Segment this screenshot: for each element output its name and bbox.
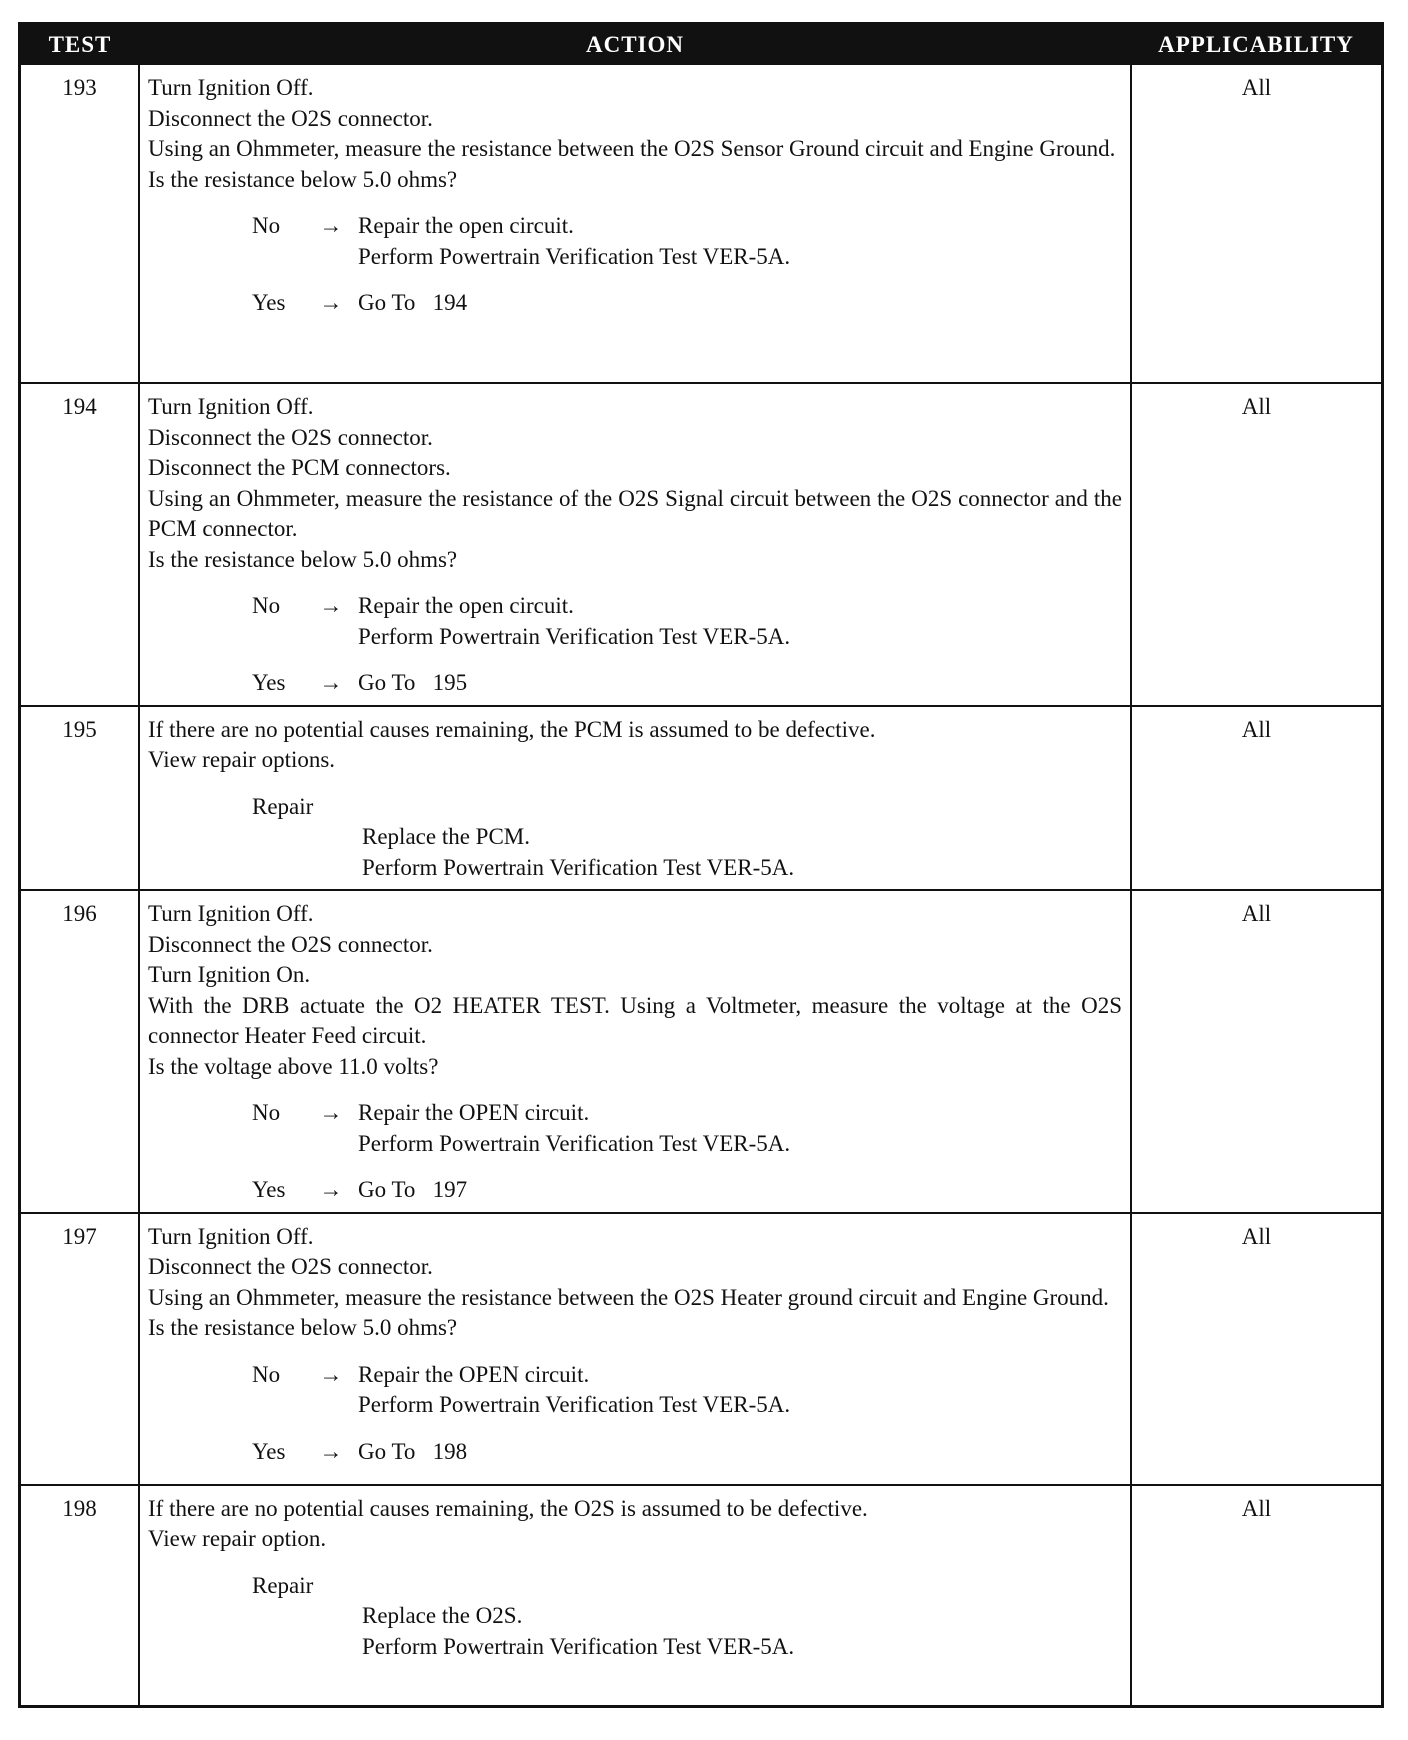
goto-link: Go To 198 [358,1438,468,1464]
action-step: Turn Ignition Off. [148,75,314,100]
table-row [21,706,1381,891]
arrow-right-icon: → [319,1361,343,1387]
no-result-line: Repair the open circuit. [358,213,574,238]
no-result-line: Repair the open circuit. [358,593,574,618]
action-step: Disconnect the PCM connectors. [148,455,451,480]
repair-step: Replace the PCM. [362,824,530,849]
no-result-line: Perform Powertrain Verification Test VER-5A. [358,1130,791,1156]
repair-label: Repair [252,793,314,819]
no-result [358,1360,1122,1421]
action-cell [139,383,1131,706]
no-result [358,591,1122,652]
action-step: Is the voltage above 11.0 volts? [148,1053,439,1079]
action-step: Turn Ignition Off. [148,394,314,419]
diagnostic-table-frame [18,22,1384,1708]
yes-label: Yes [252,670,286,695]
no-branch [148,1360,1122,1421]
no-label: No [252,213,281,238]
yes-branch [148,1437,1122,1468]
goto-link: Go To 194 [358,290,468,315]
applicability-value: All [1131,1485,1381,1706]
no-branch [148,211,1122,272]
action-step: Turn Ignition On. [148,962,311,987]
arrow-right-icon: → [319,1438,343,1464]
arrow-right-icon: → [319,290,343,315]
action-step: If there are no potential causes remaining, the PCM is assumed to be defective. [148,716,876,742]
test-number: 197 [21,1213,139,1485]
header-applicability: APPLICABILITY [1131,25,1381,65]
table-row [21,1213,1381,1485]
applicability-value: All [1131,1213,1381,1485]
action-step: Is the resistance below 5.0 ohms? [148,166,458,192]
no-result-line: Perform Powertrain Verification Test VER-5A. [358,1392,791,1417]
no-branch [148,1098,1122,1159]
goto-link: Go To 197 [358,1177,468,1202]
table-row [21,890,1381,1213]
no-result [358,1098,1122,1159]
action-cell [139,706,1131,891]
action-step: Using an Ohmmeter, measure the resistance of the O2S Signal circuit between the O2S connector and the PCM connector. [148,485,1122,541]
goto-link: Go To 195 [358,670,468,695]
repair-step: Replace the O2S. [362,1603,523,1628]
applicability-value: All [1131,65,1381,383]
table-row [21,383,1381,706]
table-row [21,1485,1381,1706]
applicability-value: All [1131,890,1381,1213]
yes-branch [148,288,1122,319]
test-number: 198 [21,1485,139,1706]
no-result-line: Perform Powertrain Verification Test VER-5A. [358,623,791,649]
action-step: Turn Ignition Off. [148,901,314,926]
action-cell [139,890,1131,1213]
action-step: Using an Ohmmeter, measure the resistance between the O2S Sensor Ground circuit and Engine Ground. [148,136,1116,161]
arrow-right-icon: → [319,213,343,238]
header-test: TEST [21,25,139,65]
arrow-right-icon: → [319,1177,343,1202]
repair-label: Repair [252,1572,314,1598]
no-result-line: Repair the OPEN circuit. [358,1361,590,1387]
action-step: If there are no potential causes remaining, the O2S is assumed to be defective. [148,1495,868,1521]
table-body [21,65,1381,1705]
action-step: Using an Ohmmeter, measure the resistance between the O2S Heater ground circuit and Engine Ground. [148,1284,1109,1310]
yes-label: Yes [252,1177,286,1202]
action-step: Is the resistance below 5.0 ohms? [148,1315,458,1340]
no-result [358,211,1122,272]
action-step: View repair option. [148,1526,327,1551]
action-cell [139,1485,1131,1706]
header-action: ACTION [139,25,1131,65]
arrow-right-icon: → [319,1100,343,1125]
test-number: 194 [21,383,139,706]
yes-branch [148,668,1122,699]
action-step: Turn Ignition Off. [148,1223,314,1249]
arrow-right-icon: → [319,670,343,695]
no-branch [148,591,1122,652]
yes-label: Yes [252,290,286,315]
action-step: Disconnect the O2S connector. [148,1254,433,1279]
action-cell [139,65,1131,383]
action-step: With the DRB actuate the O2 HEATER TEST. Using a Voltmeter, measure the voltage at the O2S connector Heater Feed circuit. [148,992,1122,1048]
table-row [21,65,1381,383]
yes-label: Yes [252,1438,286,1464]
test-number: 193 [21,65,139,383]
diagnostic-table [21,25,1381,1705]
repair-step: Perform Powertrain Verification Test VER-5A. [362,854,795,880]
table-header [21,25,1381,65]
repair-step: Perform Powertrain Verification Test VER-5A. [362,1633,795,1659]
applicability-value: All [1131,706,1381,891]
no-result-line: Repair the OPEN circuit. [358,1100,590,1125]
no-label: No [252,1100,281,1125]
action-step: View repair options. [148,747,336,772]
test-number: 195 [21,706,139,891]
test-number: 196 [21,890,139,1213]
no-label: No [252,593,281,618]
action-step: Disconnect the O2S connector. [148,931,433,957]
yes-branch [148,1175,1122,1206]
applicability-value: All [1131,383,1381,706]
arrow-right-icon: → [319,593,343,618]
no-result-line: Perform Powertrain Verification Test VER-5A. [358,243,791,269]
action-step: Is the resistance below 5.0 ohms? [148,546,458,572]
action-step: Disconnect the O2S connector. [148,424,433,450]
no-label: No [252,1361,281,1387]
action-step: Disconnect the O2S connector. [148,105,433,131]
action-cell [139,1213,1131,1485]
